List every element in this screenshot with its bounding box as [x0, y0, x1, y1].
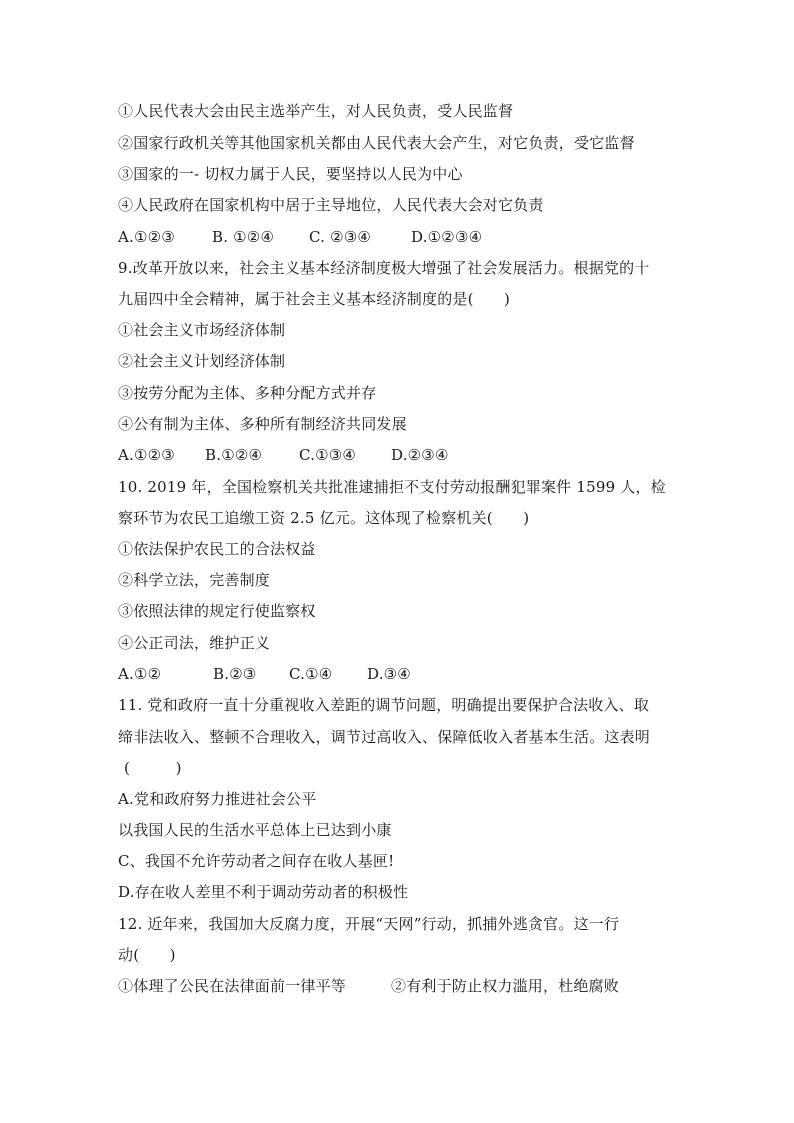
q9-option-c: C.①③④	[299, 446, 357, 464]
q9-option-b: B.①②④	[205, 446, 263, 464]
q10-option-d: D.③④	[367, 665, 411, 683]
q9-stem-line-1: 9.改革开放以来，社会主义基本经济制度极大增强了社会发展活力。根据党的十	[118, 259, 650, 277]
q8-statement-1: ①人民代表大会由民主选举产生，对人民负责，受人民监督	[118, 102, 514, 120]
q12-stem-line-2: 动( )	[118, 946, 176, 964]
q11-stem-line-3: ( )	[124, 759, 182, 777]
q12-statements	[118, 976, 619, 996]
q8-statement-4: ④人民政府在国家机构中居于主导地位，人民代表大会对它负责	[118, 196, 544, 214]
q12-stem-line-1: 12. 近年来，我国加大反腐力度，开展“天网”行动，抓捕外逃贪官。这一行	[118, 915, 620, 933]
q10-option-b: B.②③	[213, 665, 257, 683]
q9-option-a: A.①②③	[118, 446, 175, 464]
q10-statement-4: ④公正司法，维护正义	[118, 634, 271, 652]
q10-statement-1: ①依法保护农民工的合法权益	[118, 540, 316, 558]
q8-statement-3: ③国家的一- 切权力属于人民，要坚持以人民为中心	[118, 165, 463, 183]
q9-options	[118, 445, 449, 465]
q8-option-d: D.①②③④	[411, 228, 483, 246]
q8-option-c: C. ②③④	[309, 228, 372, 246]
q8-option-a: A.①②③	[118, 228, 175, 246]
q9-statement-3: ③按劳分配为主体、多种分配方式并存	[118, 384, 377, 402]
q9-stem-line-2: 九届四中全会精神，属于社会主义基本经济制度的是( )	[118, 290, 511, 308]
q10-statement-2: ②科学立法，完善制度	[118, 571, 271, 589]
q12-statement-1: ①体理了公民在法律面前一律平等	[118, 977, 347, 995]
q8-option-b: B. ①②④	[212, 228, 275, 246]
q8-statement-2: ②国家行政机关等其他国家机关都由人民代表大会产生，对它负责，受它监督	[118, 134, 635, 152]
q11-stem-line-2: 缔非法收入、整顿不合理收入，调节过高收入、保障低收入者基本生活。这表明	[118, 728, 651, 746]
q11-option-c: C、我国不允许劳动者之间存在收人基匣!	[118, 852, 395, 870]
q10-statement-3: ③依照法律的规定行使监察权	[118, 602, 316, 620]
q9-statement-1: ①社会主义市场经济体制	[118, 321, 286, 339]
q9-statement-2: ②社会主义计划经济体制	[118, 352, 286, 370]
q11-option-b: 以我国人民的生活水平总体上已达到小康	[118, 821, 392, 839]
q9-statement-4: ④公有制为主体、多种所有制经济共同发展	[118, 415, 407, 433]
q10-stem-line-1: 10. 2019 年，全国检察机关共批准逮捕拒不支付劳动报酬犯罪案件 1599 人，检	[118, 478, 666, 496]
q10-option-c: C.①④	[289, 665, 333, 683]
q10-options	[118, 664, 411, 684]
q12-statement-2: ②有利于防止权力滥用，杜绝腐败	[391, 977, 620, 995]
q9-option-d: D.②③④	[391, 446, 449, 464]
q11-option-a: A.党和政府努力推进社会公平	[118, 790, 317, 808]
q10-stem-line-2: 察环节为农民工追缴工资 2.5 亿元。这体现了检察机关( )	[118, 509, 530, 527]
q11-stem-line-1: 11. 党和政府一直十分重视收入差距的调节问题，明确提出要保护合法收入、取	[118, 696, 650, 714]
q10-option-a: A.①②	[118, 665, 162, 683]
q11-option-d: D.存在收人差里不利于调动劳动者的积极性	[118, 883, 409, 901]
q8-options	[118, 227, 482, 247]
